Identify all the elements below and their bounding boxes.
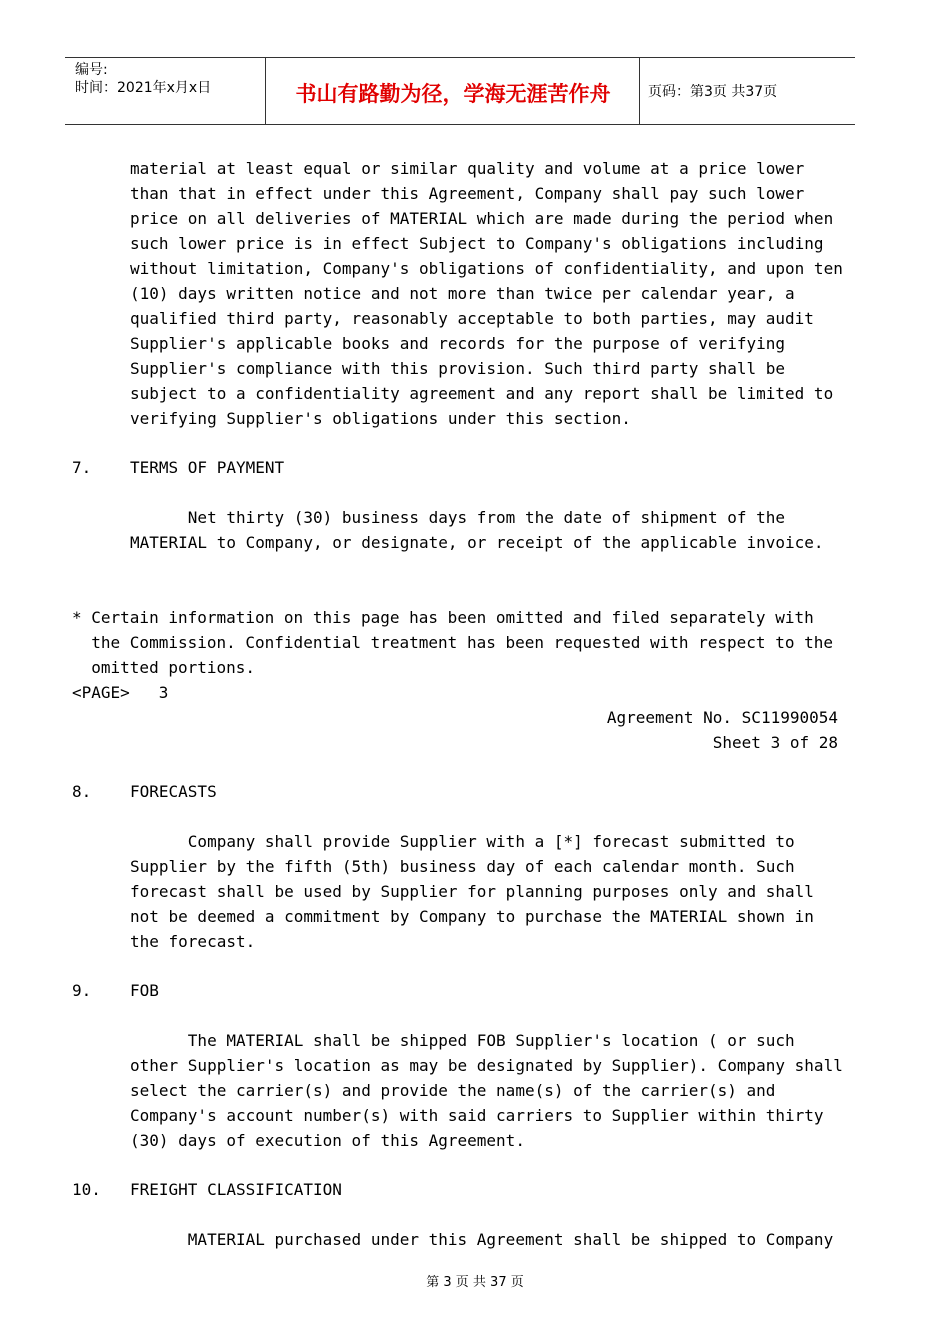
section-8-number: 8. bbox=[72, 782, 92, 801]
text-line: Supplier's applicable books and records for the purpose of verifying bbox=[130, 334, 786, 353]
header-number-label: 编号: bbox=[75, 62, 108, 78]
text-line: such lower price is in effect Subject to Company's obligations including bbox=[130, 234, 824, 253]
text-line: without limitation, Company's obligations of confidentiality, and upon ten bbox=[130, 259, 843, 278]
text-line: subject to a confidentiality agreement and any report shall be limited to bbox=[130, 384, 834, 403]
text-line: Company's account number(s) with said carriers to Supplier within thirty bbox=[130, 1106, 824, 1125]
text-line: material at least equal or similar quality and volume at a price lower bbox=[130, 159, 805, 178]
text-line: the forecast. bbox=[130, 932, 256, 951]
header-bottom-border bbox=[65, 124, 855, 125]
text-line: price on all deliveries of MATERIAL which are made during the period when bbox=[130, 209, 834, 228]
footnote-line: the Commission. Confidential treatment has been requested with respect to the bbox=[72, 633, 833, 652]
footer-page-number: 第 3 页 共 37 页 bbox=[426, 1275, 524, 1290]
text-line: than that in effect under this Agreement, Company shall pay such lower bbox=[130, 184, 805, 203]
text-line: The MATERIAL shall be shipped FOB Supplier's location ( or such bbox=[130, 1031, 795, 1050]
text-line: (10) days written notice and not more than twice per calendar year, a bbox=[130, 284, 795, 303]
header-divider-right bbox=[639, 57, 640, 125]
text-line: Net thirty (30) business days from the date of shipment of the bbox=[130, 508, 786, 527]
footnote-line: omitted portions. bbox=[72, 658, 256, 677]
text-line: qualified third party, reasonably acceptable to both parties, may audit bbox=[130, 309, 814, 328]
section-7-title: TERMS OF PAYMENT bbox=[130, 458, 285, 477]
header-top-border bbox=[65, 57, 855, 58]
header-page-info: 页码：第3页 共37页 bbox=[648, 84, 778, 100]
text-line: MATERIAL purchased under this Agreement shall be shipped to Company bbox=[130, 1230, 834, 1249]
text-line: forecast shall be used by Supplier for planning purposes only and shall bbox=[130, 882, 814, 901]
header-divider-left bbox=[265, 57, 266, 125]
text-line: verifying Supplier's obligations under this section. bbox=[130, 409, 631, 428]
header-motto: 书山有路勤为径，学海无涯苦作舟 bbox=[295, 82, 611, 106]
section-9-title: FOB bbox=[130, 981, 159, 1000]
footnote-line: * Certain information on this page has been omitted and filed separately with bbox=[72, 608, 814, 627]
agreement-number: Agreement No. SC11990054 bbox=[606, 708, 838, 727]
section-9-number: 9. bbox=[72, 981, 92, 1000]
text-line: (30) days of execution of this Agreement. bbox=[130, 1131, 525, 1150]
section-10-number: 10. bbox=[72, 1180, 101, 1199]
text-line: select the carrier(s) and provide the name(s) of the carrier(s) and bbox=[130, 1081, 776, 1100]
text-line: Company shall provide Supplier with a [*] forecast submitted to bbox=[130, 832, 795, 851]
section-8-title: FORECASTS bbox=[130, 782, 217, 801]
section-7-number: 7. bbox=[72, 458, 92, 477]
text-line: Supplier by the fifth (5th) business day of each calendar month. Such bbox=[130, 857, 795, 876]
page-marker: <PAGE> 3 bbox=[72, 683, 169, 702]
text-line: Supplier's compliance with this provision. Such third party shall be bbox=[130, 359, 786, 378]
section-10-title: FREIGHT CLASSIFICATION bbox=[130, 1180, 342, 1199]
agreement-sheet: Sheet 3 of 28 bbox=[712, 733, 838, 752]
text-line: other Supplier's location as may be designated by Supplier). Company shall bbox=[130, 1056, 843, 1075]
text-line: MATERIAL to Company, or designate, or receipt of the applicable invoice. bbox=[130, 533, 824, 552]
header-time-label: 时间：2021年x月x日 bbox=[75, 80, 212, 96]
text-line: not be deemed a commitment by Company to purchase the MATERIAL shown in bbox=[130, 907, 814, 926]
